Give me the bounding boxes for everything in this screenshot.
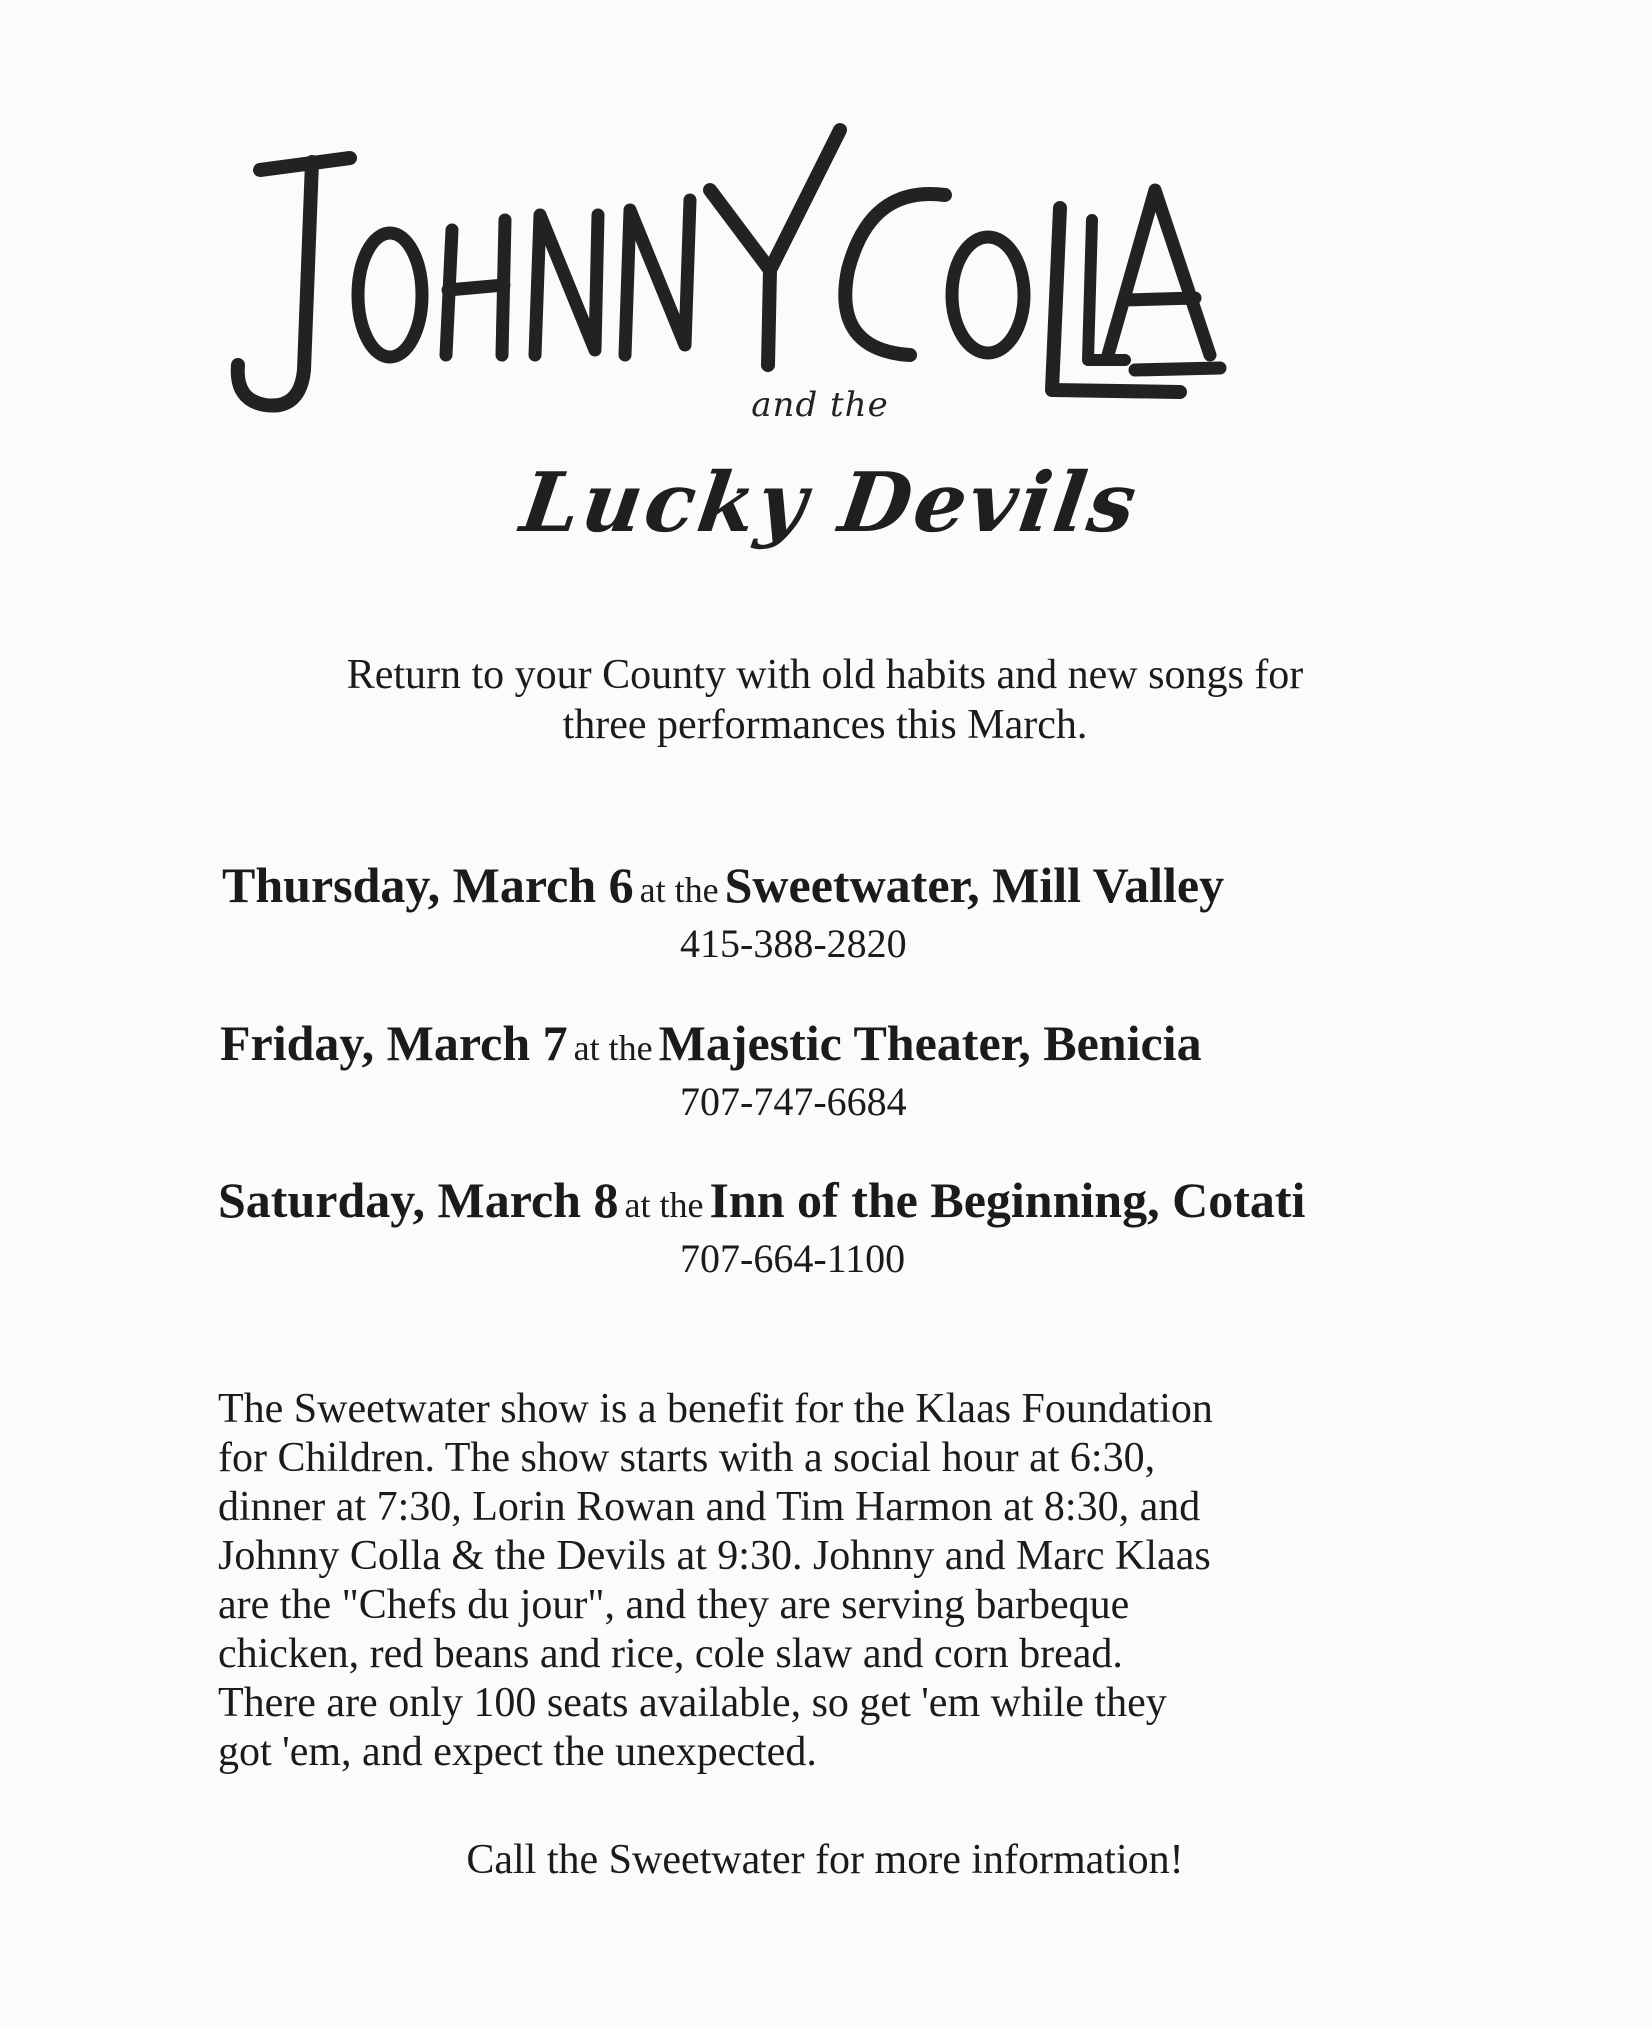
band-connector: and the [751,385,889,425]
show-line [222,855,1522,920]
details-line: got 'em, and expect the unexpected. [218,1729,817,1775]
show-venue: Inn of the Beginning, Cotati [709,1172,1306,1228]
details-line: There are only 100 seats available, so get 'em while they [218,1680,1167,1726]
show-phone: 707-664-1100 [680,1236,906,1281]
show-date: Thursday, March 6 [222,857,634,913]
show-connector: at the [573,1028,653,1068]
show-date: Saturday, March 8 [218,1172,619,1228]
details-line: Johnny Colla & the Devils at 9:30. Johnny and Marc Klaas [218,1533,1211,1579]
show-connector: at the [624,1185,704,1225]
show-listing [220,1013,1520,1126]
intro-line: three performances this March. [562,702,1088,748]
show-date: Friday, March 7 [220,1015,568,1071]
show-phone: 707-747-6684 [680,1079,907,1124]
show-connector: at the [639,870,719,910]
call-to-action: Call the Sweetwater for more information! [466,1837,1184,1883]
benefit-details [218,1385,1458,1777]
band-subtitle: Lucky Devils [515,455,1145,551]
details-line: chicken, red beans and rice, cole slaw and corn bread. [218,1631,1123,1677]
show-line [220,1013,1520,1078]
intro-line: Return to your County with old habits and new songs for [346,652,1304,698]
band-name-wordmark [220,120,1400,430]
show-phone: 415-388-2820 [680,921,907,966]
details-line: dinner at 7:30, Lorin Rowan and Tim Harmon at 8:30, and [218,1484,1201,1530]
details-line: are the "Chefs du jour", and they are serving barbeque [218,1582,1130,1628]
show-listing [218,1170,1518,1283]
show-venue: Sweetwater, Mill Valley [724,857,1225,913]
intro-text [230,650,1420,750]
show-venue: Majestic Theater, Benicia [658,1015,1202,1071]
show-listing [222,855,1522,968]
show-line [218,1170,1518,1235]
band-name-logo [220,120,1400,430]
details-line: for Children. The show starts with a social hour at 6:30, [218,1435,1156,1481]
details-line: The Sweetwater show is a benefit for the Klaas Foundation [218,1386,1213,1432]
